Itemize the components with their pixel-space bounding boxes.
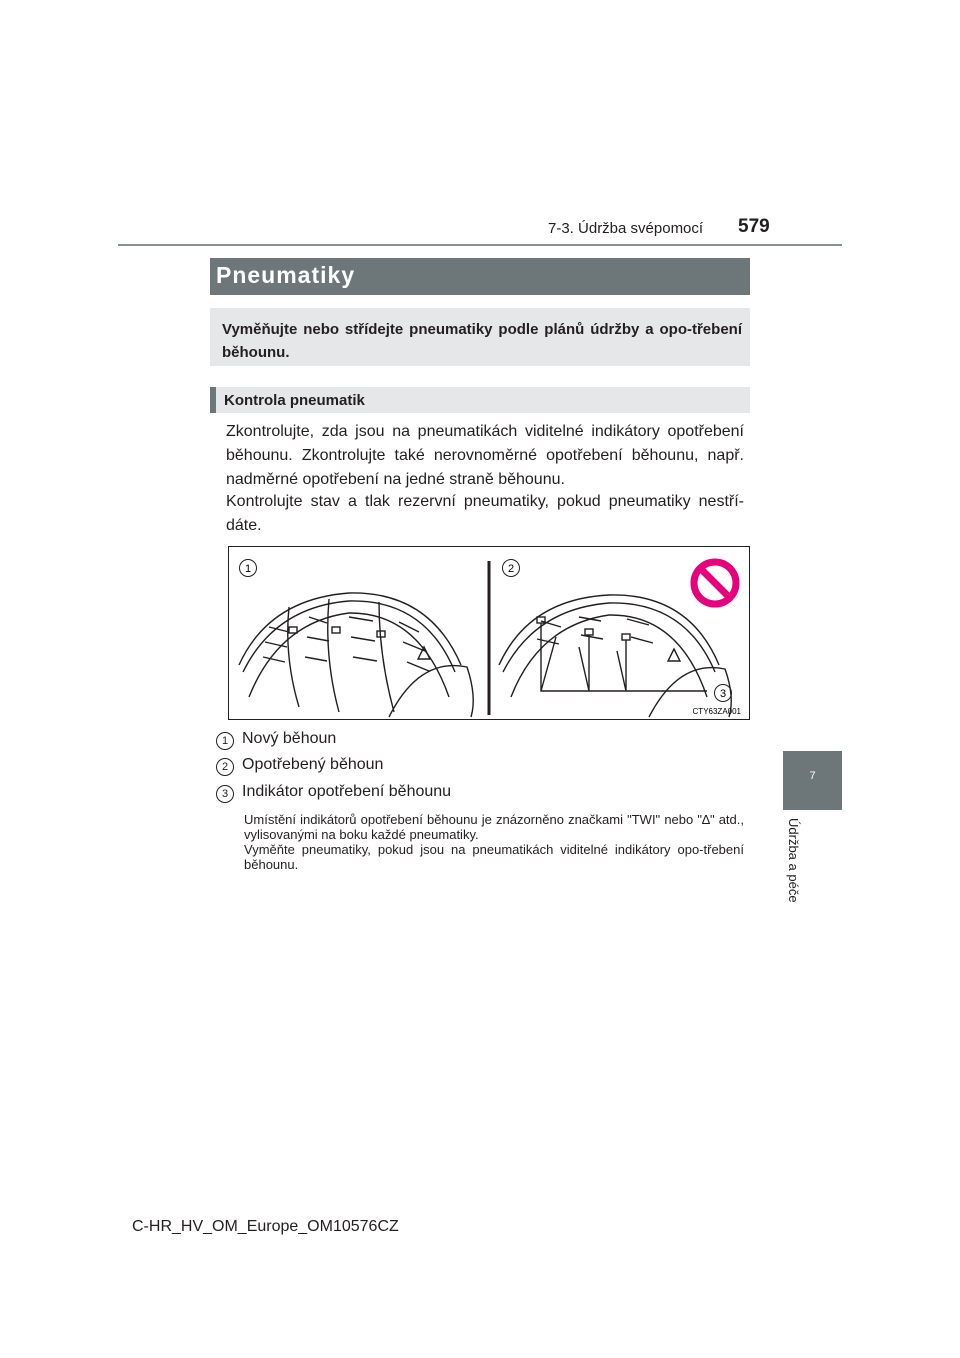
legend-text: Opotřebený běhoun: [242, 756, 384, 773]
chapter-tab-number: 7: [809, 770, 816, 782]
legend-number: 1: [216, 732, 234, 750]
worn-tread-tire-icon: [499, 595, 731, 717]
callout-3: [715, 685, 732, 702]
figure-code: CTY63ZA001: [692, 707, 741, 716]
legend-item: [216, 756, 384, 776]
note-line: Umístění indikátorů opotřebení běhounu je znázorněno značkami "TWI" nebo "∆" atd., vylisovanými na boku každé pneumatiky.: [244, 812, 744, 842]
subsection-title: Kontrola pneumatik: [224, 392, 365, 409]
subsection-accent: [210, 387, 216, 413]
tire-illustration: [229, 547, 749, 719]
paragraph: Kontrolujte stav a tlak rezervní pneumatiky, pokud pneumatiky nestří-dáte.: [226, 493, 744, 534]
footer-document-code: C-HR_HV_OM_Europe_OM10576CZ: [132, 1218, 399, 1235]
svg-text:1: 1: [244, 563, 252, 575]
legend-text: Indikátor opotřebení běhounu: [242, 783, 452, 800]
section-title: Pneumatiky: [216, 262, 356, 288]
tire-wear-figure: [228, 546, 750, 720]
new-tread-tire-icon: [239, 593, 473, 717]
header-divider: [118, 244, 842, 246]
legend-item: [216, 783, 452, 803]
note-text: [244, 812, 744, 872]
chapter-label: Údržba a péče: [786, 818, 801, 903]
legend-number: 2: [216, 758, 234, 776]
header-section-title: 7-3. Údržba svépomocí: [548, 220, 704, 237]
svg-text:3: 3: [719, 688, 727, 700]
page-number: 579: [738, 216, 770, 237]
callout-1: [240, 560, 257, 577]
svg-text:2: 2: [507, 563, 515, 575]
paragraph: Zkontrolujte, zda jsou na pneumatikách viditelné indikátory opotřebení běhounu. Zkontrolujte také nerovnoměrné opotřebení běhounu, např. nadměrné opotřebení na jedné straně běhounu.: [226, 423, 744, 488]
intro-text: Vyměňujte nebo střídejte pneumatiky podle plánů údržby a opo-třebení běhounu.: [222, 321, 742, 361]
callout-2: [503, 560, 520, 577]
legend-text: Nový běhoun: [242, 730, 337, 747]
prohibition-icon: [694, 562, 736, 604]
legend-item: [216, 730, 337, 750]
legend-number: 3: [216, 785, 234, 803]
note-line: Vyměňte pneumatiky, pokud jsou na pneumatikách viditelné indikátory opo-třebení běhounu.: [244, 842, 744, 872]
